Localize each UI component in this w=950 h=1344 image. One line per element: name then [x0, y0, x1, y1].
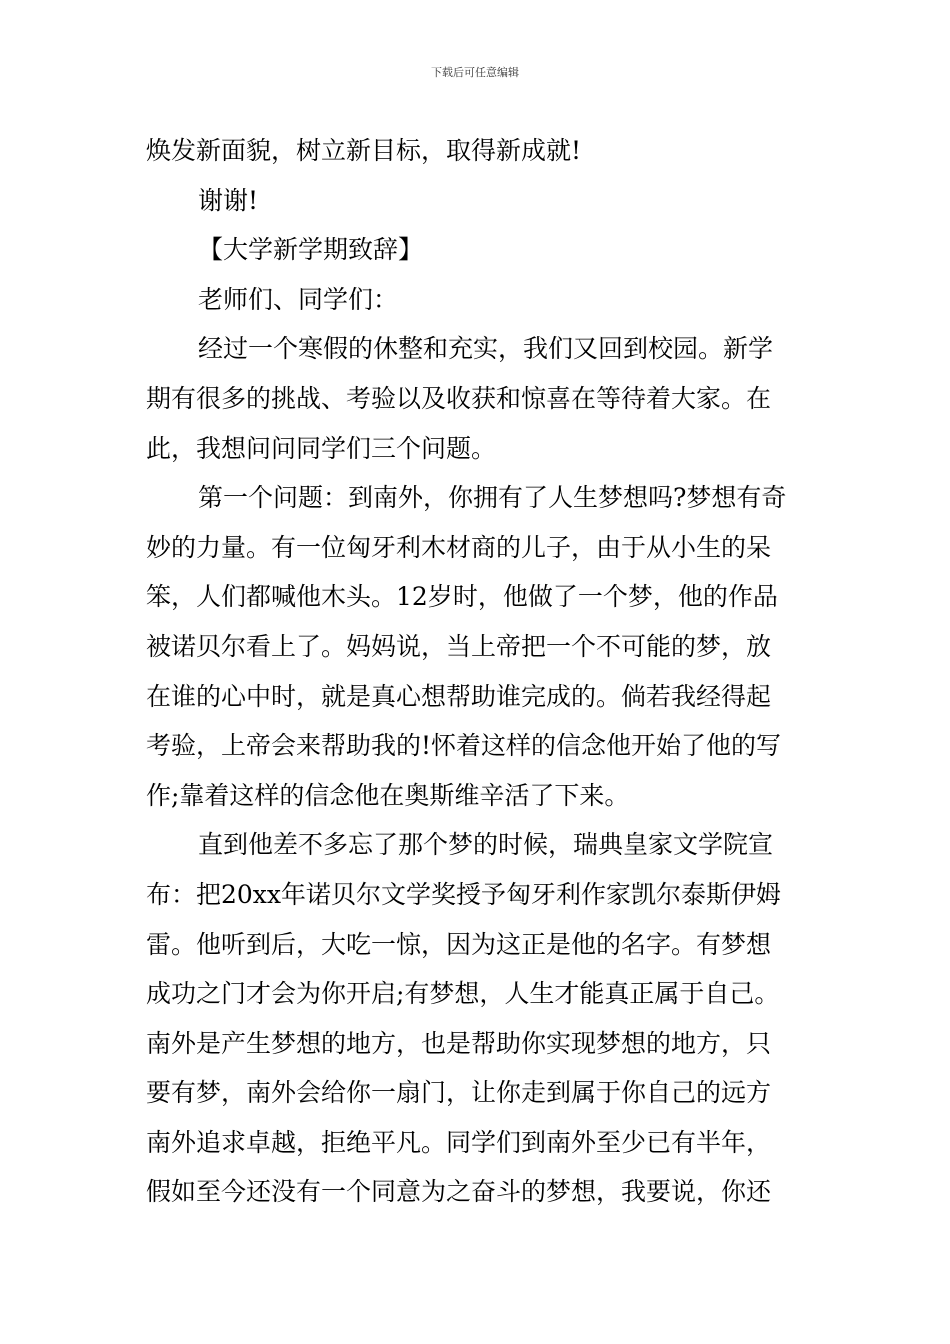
- text-line: 笨，人们都喊他木头。12岁时，他做了一个梦，他的作品: [146, 582, 778, 612]
- text-line: 焕发新面貌，树立新目标，取得新成就!: [146, 136, 582, 165]
- text-line: 谢谢!: [198, 185, 259, 215]
- text-line: 此，我想问问同学们三个问题。: [146, 433, 497, 463]
- text-line: 【大学新学期致辞】: [198, 235, 424, 265]
- text-line: 第一个问题：到南外，你拥有了人生梦想吗?梦想有奇: [198, 483, 787, 513]
- text-line: 雷。他听到后，大吃一惊，因为这正是他的名字。有梦想: [146, 929, 772, 959]
- document-body: [146, 126, 806, 1217]
- text-line: 在谁的心中时，就是真心想帮助谁完成的。倘若我经得起: [146, 681, 772, 711]
- text-line: 期有很多的挑战、考验以及收获和惊喜在等待着大家。在: [146, 383, 772, 413]
- text-line: 南外追求卓越，拒绝平凡。同学们到南外至少已有半年，: [146, 1127, 772, 1157]
- text-line: 直到他差不多忘了那个梦的时候，瑞典皇家文学院宣: [198, 830, 774, 860]
- text-line: 作;靠着这样的信念他在奥斯维辛活了下来。: [146, 780, 630, 810]
- page-header: 下载后可任意编辑: [431, 66, 519, 79]
- text-line: 成功之门才会为你开启;有梦想，人生才能真正属于自己。: [146, 979, 780, 1009]
- text-line: 南外是产生梦想的地方，也是帮助你实现梦想的地方，只: [146, 1028, 772, 1058]
- text-line: 假如至今还没有一个同意为之奋斗的梦想，我要说，你还: [146, 1177, 772, 1207]
- text-line: 老师们、同学们：: [198, 284, 399, 314]
- text-line: 布：把20xx年诺贝尔文学奖授予匈牙利作家凯尔泰斯伊姆: [146, 879, 782, 909]
- text-line: 要有梦，南外会给你一扇门，让你走到属于你自己的远方: [146, 1078, 772, 1108]
- text-line: 考验，上帝会来帮助我的!怀着这样的信念他开始了他的写: [146, 731, 782, 761]
- text-line: 妙的力量。有一位匈牙利木材商的儿子，由于从小生的呆: [146, 532, 772, 562]
- text-line: 经过一个寒假的休整和充实，我们又回到校园。新学: [198, 334, 774, 364]
- text-line: 被诺贝尔看上了。妈妈说，当上帝把一个不可能的梦，放: [146, 631, 772, 661]
